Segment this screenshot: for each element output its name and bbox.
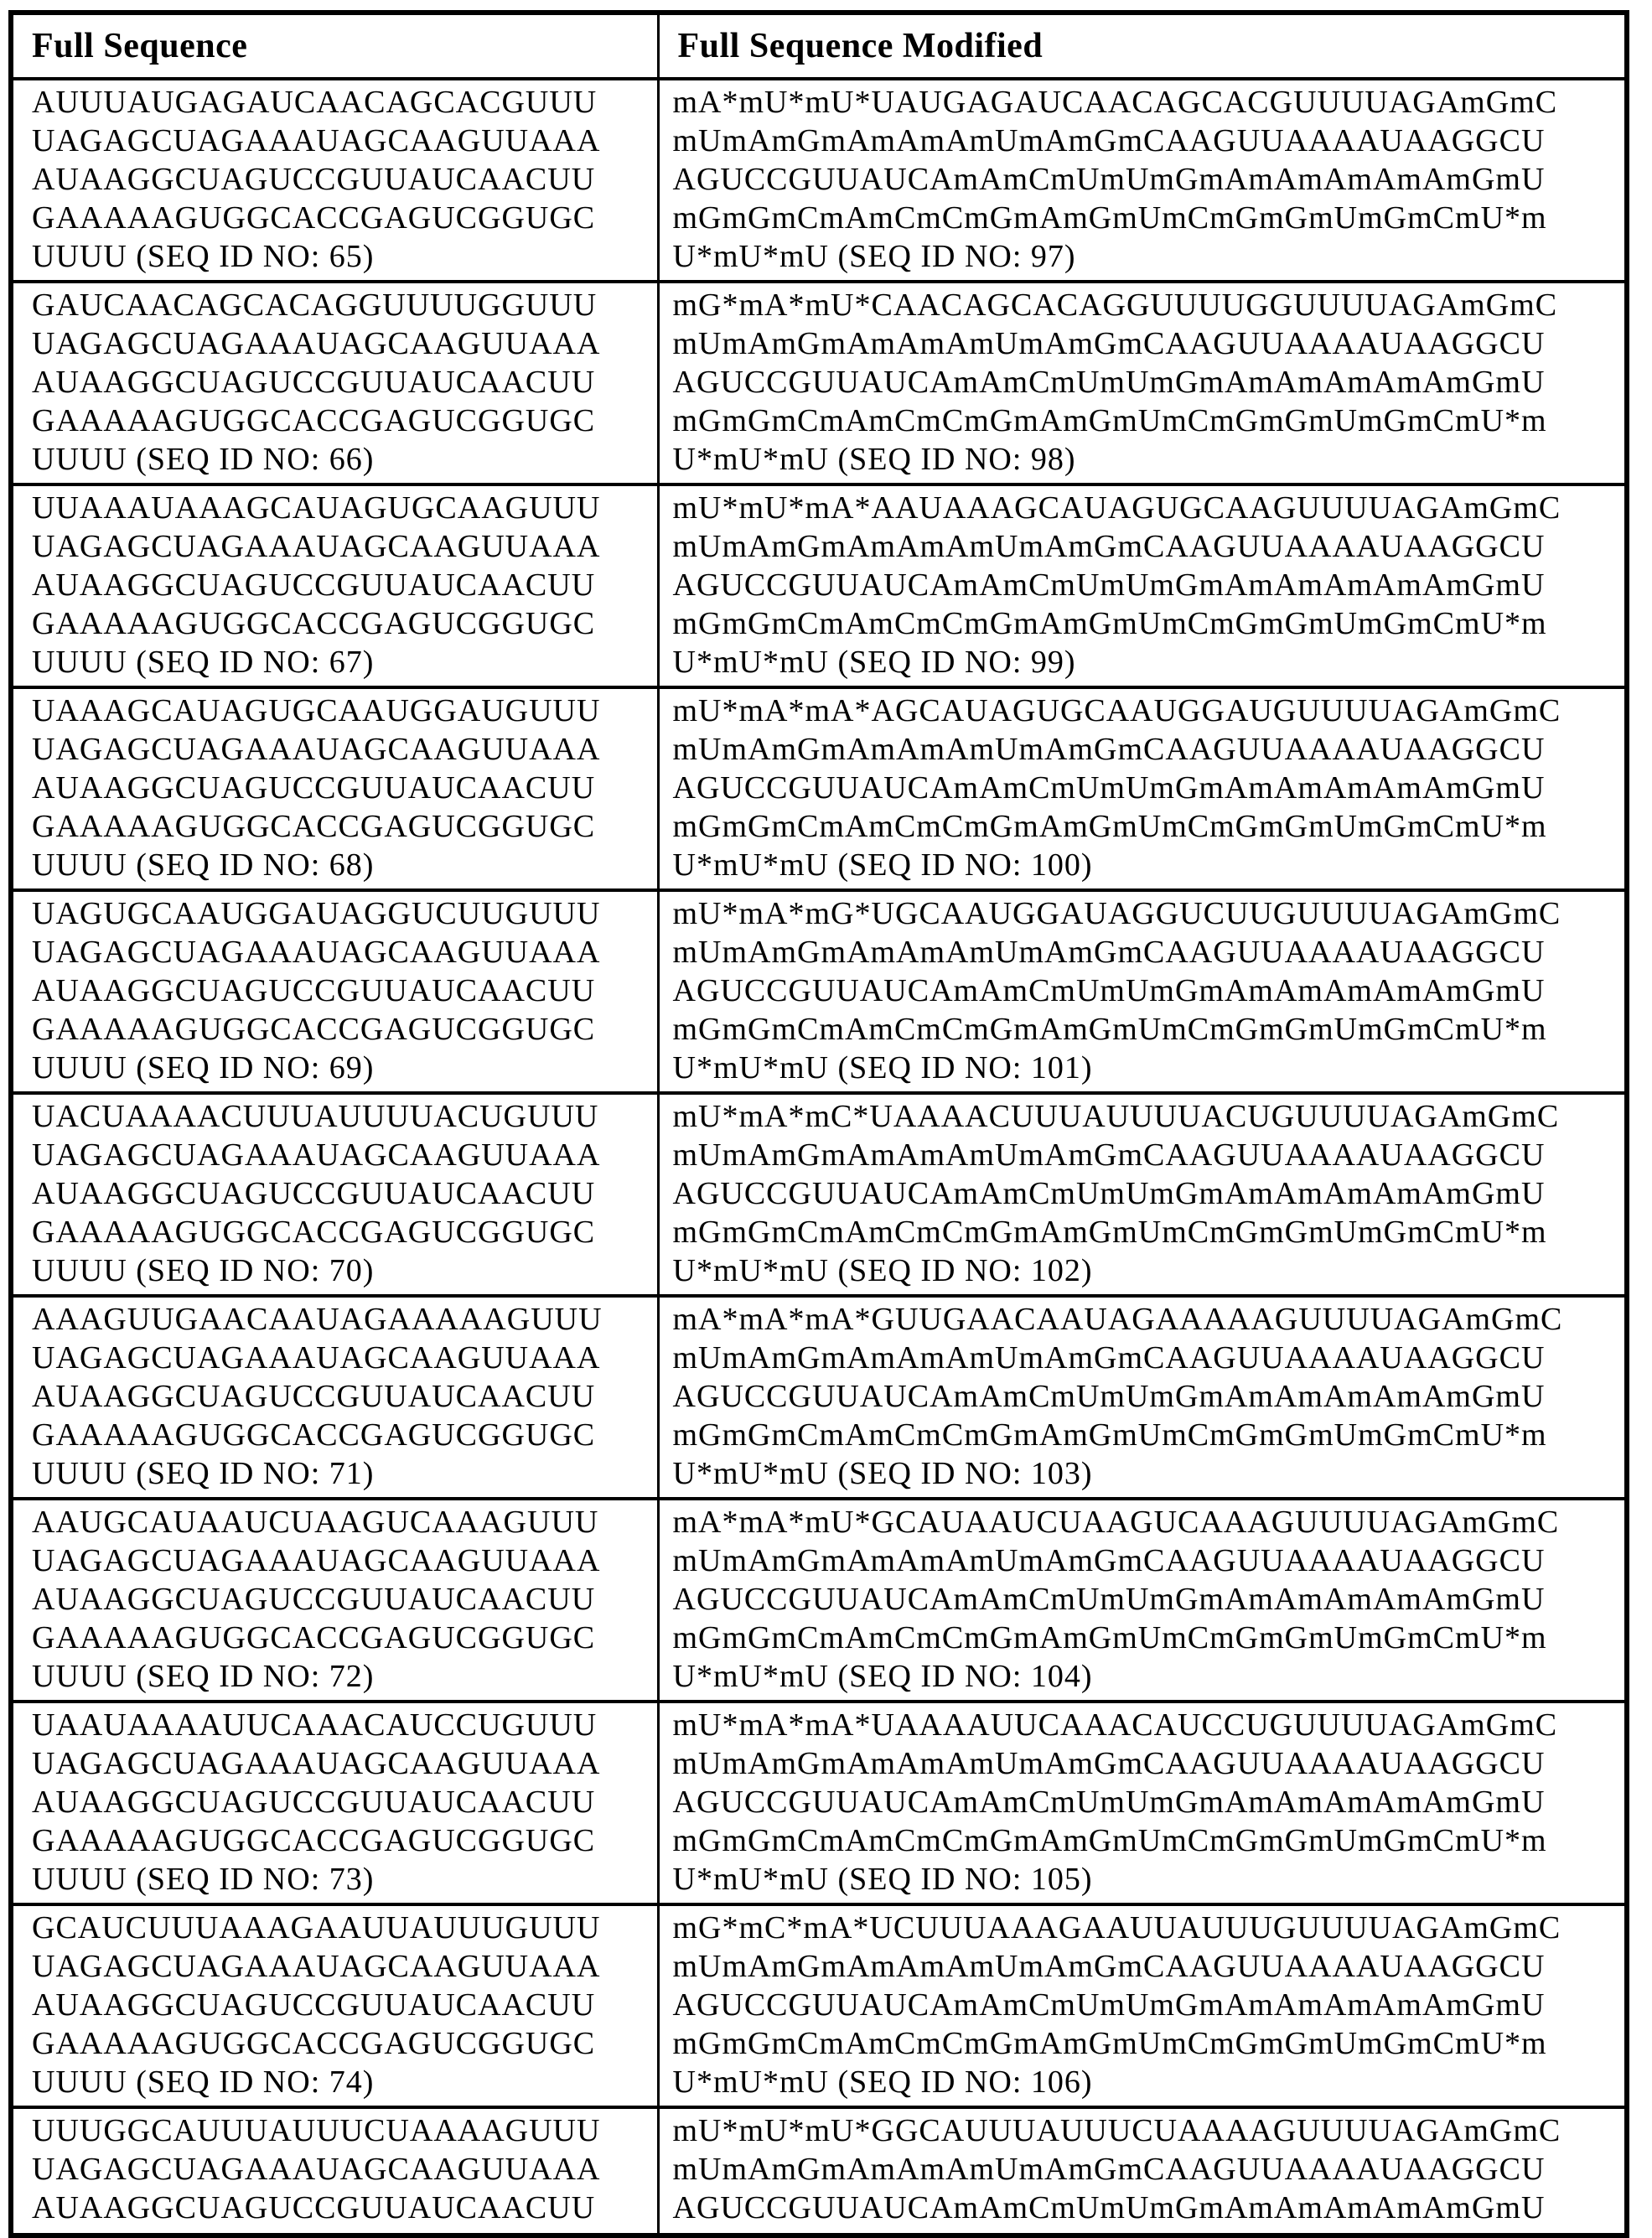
full-sequence-cell: UAAAGCAUAGUGCAAUGGAUGUUU UAGAGCUAGAAAUAGCAAGUUAAA AUAAGGCUAGUCCGUUAUCAACUU GAAAAAGUGGCACCGAGUCGGUGC UUUU (SEQ ID NO: 68): [11, 687, 658, 890]
full-sequence-cell: UACUAAAACUUUAUUUUACUGUUU UAGAGCUAGAAAUAGCAAGUUAAA AUAAGGCUAGUCCGUUAUCAACUU GAAAAAGUGGCACCGAGUCGGUGC UUUU (SEQ ID NO: 70): [11, 1093, 658, 1296]
table-row-partial: [11, 2107, 1627, 2235]
table-row: [11, 484, 1627, 687]
table-row: [11, 79, 1627, 282]
full-sequence-modified-cell: mG*mC*mA*UCUUUAAAGAAUUAUUUGUUUUAGAmGmC mUmAmGmAmAmAmUmAmGmCAAGUUAAAAUAAGGCU AGUCCGUUAUCAmAmCmUmUmGmAmAmAmAmAmGmU mGmGmCmAmCmCmGmAmGmUmCmGmGmUmGmCmU*m U*mU*mU (SEQ ID NO: 106): [658, 1904, 1627, 2107]
table-row: [11, 1296, 1627, 1499]
column-header-full-sequence-modified: Full Sequence Modified: [658, 13, 1627, 79]
full-sequence-cell: AUUUAUGAGAUCAACAGCACGUUU UAGAGCUAGAAAUAGCAAGUUAAA AUAAGGCUAGUCCGUUAUCAACUU GAAAAAGUGGCACCGAGUCGGUGC UUUU (SEQ ID NO: 65): [11, 79, 658, 282]
full-sequence-cell: UAAUAAAAUUCAAACAUCCUGUUU UAGAGCUAGAAAUAGCAAGUUAAA AUAAGGCUAGUCCGUUAUCAACUU GAAAAAGUGGCACCGAGUCGGUGC UUUU (SEQ ID NO: 73): [11, 1702, 658, 1904]
full-sequence-modified-cell: mU*mU*mU*GGCAUUUAUUUCUAAAAGUUUUAGAmGmC mUmAmGmAmAmAmUmAmGmCAAGUUAAAAUAAGGCU AGUCCGUUAUCAmAmCmUmUmGmAmAmAmAmAmGmU: [658, 2107, 1627, 2235]
full-sequence-cell: UUUGGCAUUUAUUUCUAAAAGUUU UAGAGCUAGAAAUAGCAAGUUAAA AUAAGGCUAGUCCGUUAUCAACUU: [11, 2107, 658, 2235]
full-sequence-modified-cell: mU*mA*mC*UAAAACUUUAUUUUACUGUUUUAGAmGmC mUmAmGmAmAmAmUmAmGmCAAGUUAAAAUAAGGCU AGUCCGUUAUCAmAmCmUmUmGmAmAmAmAmAmGmU mGmGmCmAmCmCmGmAmGmUmCmGmGmUmGmCmU*m U*mU*mU (SEQ ID NO: 102): [658, 1093, 1627, 1296]
table-row: [11, 282, 1627, 484]
full-sequence-modified-cell: mG*mA*mU*CAACAGCACAGGUUUUGGUUUUAGAmGmC mUmAmGmAmAmAmUmAmGmCAAGUUAAAAUAAGGCU AGUCCGUUAUCAmAmCmUmUmGmAmAmAmAmAmGmU mGmGmCmAmCmCmGmAmGmUmCmGmGmUmGmCmU*m U*mU*mU (SEQ ID NO: 98): [658, 282, 1627, 484]
table-row: [11, 1702, 1627, 1904]
full-sequence-cell: GAUCAACAGCACAGGUUUUGGUUU UAGAGCUAGAAAUAGCAAGUUAAA AUAAGGCUAGUCCGUUAUCAACUU GAAAAAGUGGCACCGAGUCGGUGC UUUU (SEQ ID NO: 66): [11, 282, 658, 484]
full-sequence-modified-cell: mU*mA*mA*AGCAUAGUGCAAUGGAUGUUUUAGAmGmC mUmAmGmAmAmAmUmAmGmCAAGUUAAAAUAAGGCU AGUCCGUUAUCAmAmCmUmUmGmAmAmAmAmAmGmU mGmGmCmAmCmCmGmAmGmUmCmGmGmUmGmCmU*m U*mU*mU (SEQ ID NO: 100): [658, 687, 1627, 890]
table-header-row: [11, 13, 1627, 79]
table-row: [11, 1499, 1627, 1702]
table-row: [11, 1904, 1627, 2107]
column-header-full-sequence: Full Sequence: [11, 13, 658, 79]
full-sequence-modified-cell: mA*mA*mU*GCAUAAUCUAAGUCAAAGUUUUAGAmGmC mUmAmGmAmAmAmUmAmGmCAAGUUAAAAUAAGGCU AGUCCGUUAUCAmAmCmUmUmGmAmAmAmAmAmGmU mGmGmCmAmCmCmGmAmGmUmCmGmGmUmGmCmU*m U*mU*mU (SEQ ID NO: 104): [658, 1499, 1627, 1702]
full-sequence-modified-cell: mU*mU*mA*AAUAAAGCAUAGUGCAAGUUUUAGAmGmC mUmAmGmAmAmAmUmAmGmCAAGUUAAAAUAAGGCU AGUCCGUUAUCAmAmCmUmUmGmAmAmAmAmAmGmU mGmGmCmAmCmCmGmAmGmUmCmGmGmUmGmCmU*m U*mU*mU (SEQ ID NO: 99): [658, 484, 1627, 687]
table-row: [11, 890, 1627, 1093]
full-sequence-cell: AAUGCAUAAUCUAAGUCAAAGUUU UAGAGCUAGAAAUAGCAAGUUAAA AUAAGGCUAGUCCGUUAUCAACUU GAAAAAGUGGCACCGAGUCGGUGC UUUU (SEQ ID NO: 72): [11, 1499, 658, 1702]
full-sequence-modified-cell: mU*mA*mG*UGCAAUGGAUAGGUCUUGUUUUAGAmGmC mUmAmGmAmAmAmUmAmGmCAAGUUAAAAUAAGGCU AGUCCGUUAUCAmAmCmUmUmGmAmAmAmAmAmGmU mGmGmCmAmCmCmGmAmGmUmCmGmGmUmGmCmU*m U*mU*mU (SEQ ID NO: 101): [658, 890, 1627, 1093]
full-sequence-modified-cell: mU*mA*mA*UAAAAUUCAAACAUCCUGUUUUAGAmGmC mUmAmGmAmAmAmUmAmGmCAAGUUAAAAUAAGGCU AGUCCGUUAUCAmAmCmUmUmGmAmAmAmAmAmGmU mGmGmCmAmCmCmGmAmGmUmCmGmGmUmGmCmU*m U*mU*mU (SEQ ID NO: 105): [658, 1702, 1627, 1904]
full-sequence-cell: UUAAAUAAAGCAUAGUGCAAGUUU UAGAGCUAGAAAUAGCAAGUUAAA AUAAGGCUAGUCCGUUAUCAACUU GAAAAAGUGGCACCGAGUCGGUGC UUUU (SEQ ID NO: 67): [11, 484, 658, 687]
table-row: [11, 687, 1627, 890]
table-row: [11, 1093, 1627, 1296]
full-sequence-modified-cell: mA*mU*mU*UAUGAGAUCAACAGCACGUUUUAGAmGmC mUmAmGmAmAmAmUmAmGmCAAGUUAAAAUAAGGCU AGUCCGUUAUCAmAmCmUmUmGmAmAmAmAmAmGmU mGmGmCmAmCmCmGmAmGmUmCmGmGmUmGmCmU*m U*mU*mU (SEQ ID NO: 97): [658, 79, 1627, 282]
sequence-table: [8, 10, 1629, 2238]
full-sequence-cell: AAAGUUGAACAAUAGAAAAAGUUU UAGAGCUAGAAAUAGCAAGUUAAA AUAAGGCUAGUCCGUUAUCAACUU GAAAAAGUGGCACCGAGUCGGUGC UUUU (SEQ ID NO: 71): [11, 1296, 658, 1499]
full-sequence-modified-cell: mA*mA*mA*GUUGAACAAUAGAAAAAGUUUUAGAmGmC mUmAmGmAmAmAmUmAmGmCAAGUUAAAAUAAGGCU AGUCCGUUAUCAmAmCmUmUmGmAmAmAmAmAmGmU mGmGmCmAmCmCmGmAmGmUmCmGmGmUmGmCmU*m U*mU*mU (SEQ ID NO: 103): [658, 1296, 1627, 1499]
full-sequence-cell: GCAUCUUUAAAGAAUUAUUUGUUU UAGAGCUAGAAAUAGCAAGUUAAA AUAAGGCUAGUCCGUUAUCAACUU GAAAAAGUGGCACCGAGUCGGUGC UUUU (SEQ ID NO: 74): [11, 1904, 658, 2107]
full-sequence-cell: UAGUGCAAUGGAUAGGUCUUGUUU UAGAGCUAGAAAUAGCAAGUUAAA AUAAGGCUAGUCCGUUAUCAACUU GAAAAAGUGGCACCGAGUCGGUGC UUUU (SEQ ID NO: 69): [11, 890, 658, 1093]
